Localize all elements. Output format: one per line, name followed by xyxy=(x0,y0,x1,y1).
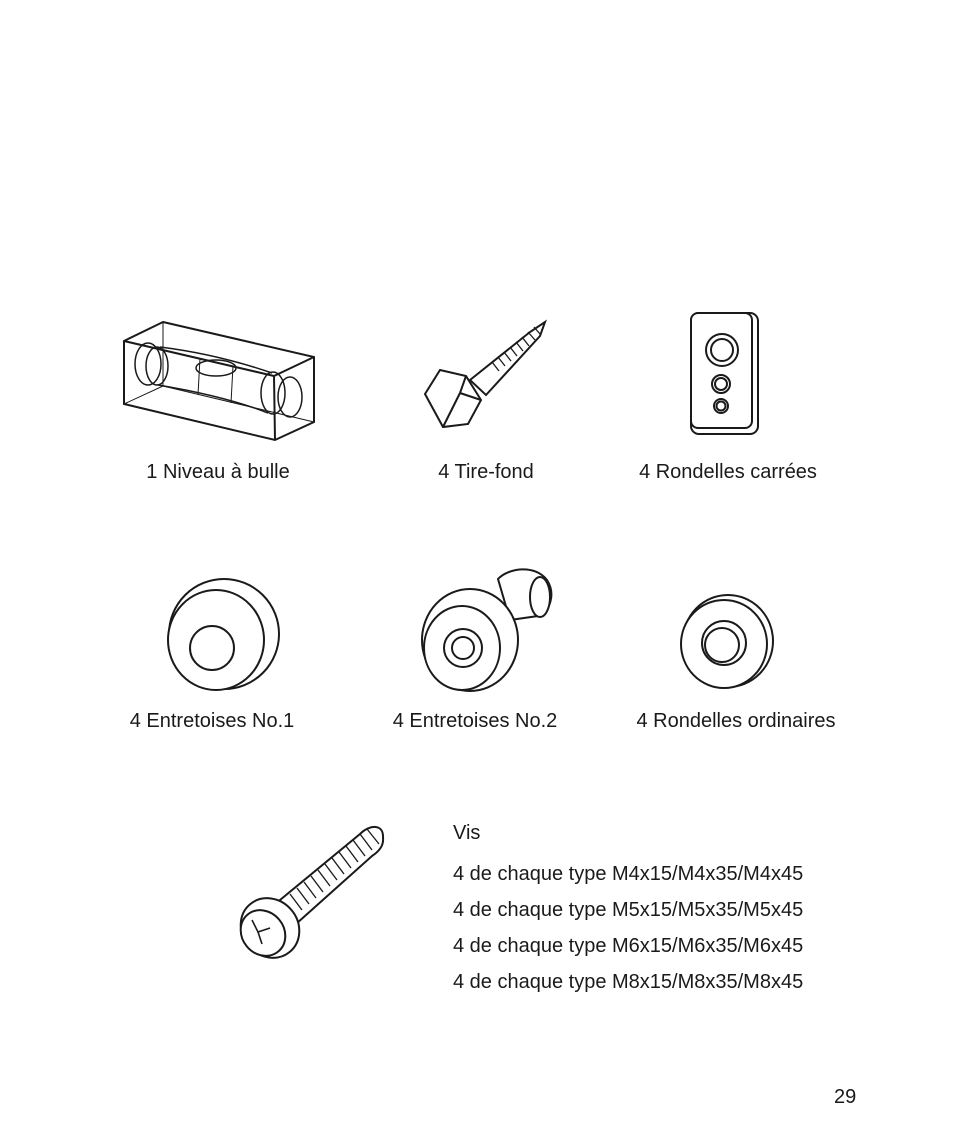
screw-spec-line: 4 de chaque type M4x15/M4x35/M4x45 xyxy=(453,863,804,885)
spacer-1-label: 4 Entretoises No.1 xyxy=(129,710,295,732)
bubble-level-label: 1 Niveau à bulle xyxy=(146,461,290,483)
screw-spec-line: 4 de chaque type M6x15/M6x35/M6x45 xyxy=(453,935,804,957)
lag-bolt-label: 4 Tire-fond xyxy=(438,461,534,483)
screw-spec-line: 4 de chaque type M5x15/M5x35/M5x45 xyxy=(453,899,804,921)
screws-title: Vis xyxy=(453,822,481,844)
screw-description xyxy=(453,820,803,1000)
spacer-2-label: 4 Entretoises No.2 xyxy=(392,710,558,732)
page-number: 29 xyxy=(834,1086,857,1108)
screw-spec-line: 4 de chaque type M8x15/M8x35/M8x45 xyxy=(453,971,804,993)
flat-washer-label: 4 Rondelles ordinaires xyxy=(636,710,836,732)
square-washer-label: 4 Rondelles carrées xyxy=(639,461,817,483)
